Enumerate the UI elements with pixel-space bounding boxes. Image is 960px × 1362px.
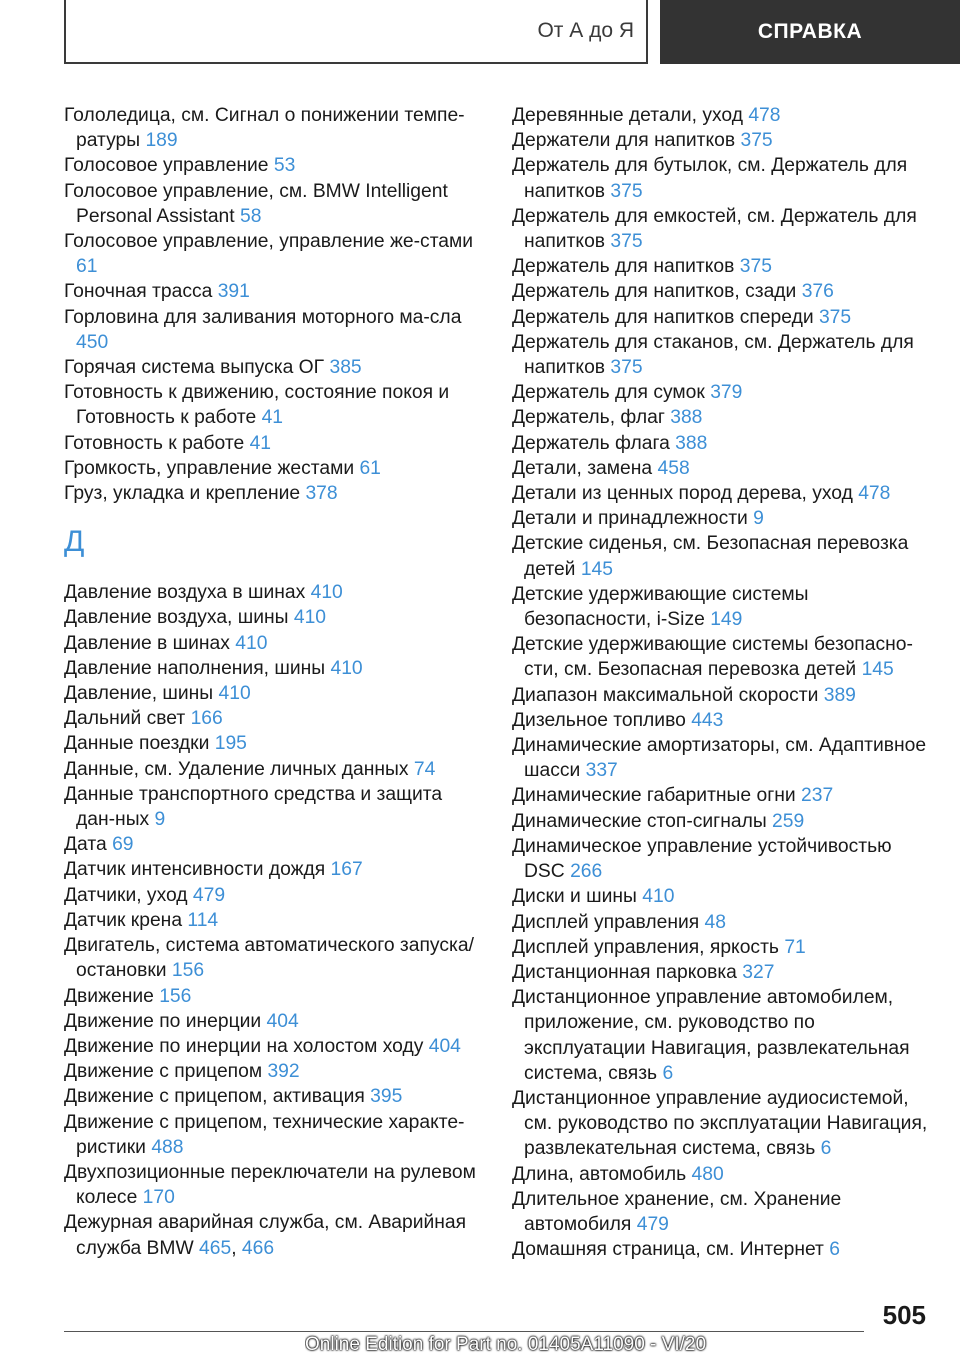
entry-term: Диски и шины <box>512 886 643 908</box>
index-entry <box>512 431 932 456</box>
index-entry <box>64 179 484 229</box>
index-entry <box>512 481 932 506</box>
entry-term: Детские удерживающие системы безопасности, i-Size <box>512 583 809 631</box>
entry-term: Горловина для заливания моторного ма-сла <box>64 306 462 328</box>
index-entry <box>512 834 932 884</box>
index-entry <box>64 1084 484 1109</box>
index-entry <box>512 733 932 783</box>
entry-term: Динамическое управление устойчивостью DSC <box>512 835 892 883</box>
entry-term: Двухпозиционные переключатели на рулевом колесе <box>64 1161 476 1209</box>
index-entry <box>512 128 932 153</box>
page-ref-link[interactable]: 189 <box>145 130 178 152</box>
entry-term: Дата <box>64 834 113 856</box>
entry-term: Голосовое управление, управление же-стами <box>64 231 474 253</box>
page-ref-link[interactable]: 388 <box>670 407 703 429</box>
index-entry <box>64 883 484 908</box>
page-ref-link[interactable]: 410 <box>330 657 363 679</box>
page-ref-link[interactable]: 9 <box>154 809 166 831</box>
page-ref-link[interactable]: 375 <box>740 130 773 152</box>
page-ref-link[interactable]: 266 <box>570 861 603 883</box>
page-ref-link[interactable]: 478 <box>858 483 891 505</box>
entry-term: Давление наполнения, шины <box>64 657 331 679</box>
entry-term: Данные поездки <box>64 733 215 755</box>
page-ref-link[interactable]: 478 <box>748 105 781 126</box>
entry-term: Дисплей управления, яркость <box>512 936 785 958</box>
index-entry <box>64 706 484 731</box>
page-ref-link[interactable]: 156 <box>171 960 205 982</box>
entry-term: Движение <box>64 985 160 1007</box>
page-ref-link[interactable]: 479 <box>636 1213 669 1235</box>
page-ref-link[interactable]: 53 <box>273 155 296 177</box>
index-entry <box>512 405 932 430</box>
page-header <box>64 0 960 64</box>
entry-term: Датчик интенсивности дождя <box>64 859 331 881</box>
entry-term: Динамические амортизаторы, см. Адаптивное шасси <box>512 735 927 782</box>
index-entry <box>512 456 932 481</box>
page-ref-link[interactable]: 375 <box>739 256 772 278</box>
entry-term: Держатель для напитков <box>512 256 740 278</box>
page-ref-link[interactable]: 465 <box>199 1237 232 1259</box>
index-entry <box>64 456 484 481</box>
page-ref-link[interactable]: 404 <box>266 1010 299 1032</box>
page-ref-link[interactable]: 41 <box>249 432 272 454</box>
index-entry <box>64 631 484 656</box>
index-entry <box>512 506 932 531</box>
page-ref-link[interactable]: 156 <box>159 985 192 1007</box>
entry-term: Гоночная трасса <box>64 281 218 303</box>
index-entry <box>512 708 932 733</box>
index-entry <box>512 809 932 834</box>
index-entry <box>64 355 484 380</box>
entry-term: Держатель для напитков, сзади <box>512 281 802 303</box>
page-ref-link[interactable]: 375 <box>610 357 643 379</box>
entry-term: Держатели для напитков <box>512 130 741 152</box>
page-ref-link[interactable]: 410 <box>642 886 675 908</box>
page-ref-link[interactable]: 237 <box>801 785 834 807</box>
index-entry: Дежурная аварийная служба, см. Аварийная служба BMW 465, 466 <box>64 1212 467 1259</box>
entry-term: Дистанционное управление аудиосистемой, см. руководство по эксплуатации Навигация, развлекательная система, связь <box>512 1087 928 1160</box>
entry-term: Деревянные детали, уход <box>512 105 749 126</box>
entry-term: Держатель для стаканов, см. Держатель для напитков <box>512 331 914 379</box>
index-entry <box>64 757 484 782</box>
page-ref-link[interactable]: 458 <box>657 457 690 479</box>
index-entry <box>64 481 484 506</box>
entry-term: Готовность к работе <box>64 432 250 454</box>
entry-term: Детали и принадлежности <box>512 508 754 530</box>
page-ref-link[interactable]: 376 <box>801 281 834 303</box>
page-ref-link[interactable]: 145 <box>580 558 613 580</box>
entry-term: Данные транспортного средства и защита дан-ных <box>64 783 443 831</box>
page-ref-link[interactable]: 379 <box>710 382 743 404</box>
index-entry <box>64 984 484 1009</box>
entry-term: Дистанционное управление автомобилем, приложение, см. руководство по эксплуатации Навигация, развлекательная система, связь <box>512 987 910 1084</box>
entry-term: Движение с прицепом, технические характе-ристики <box>64 1111 465 1158</box>
index-entry <box>512 531 932 581</box>
entry-term: Дизельное топливо <box>512 709 692 731</box>
index-entry <box>512 985 932 1086</box>
index-entry <box>64 1009 484 1034</box>
entry-term: Движение по инерции на холостом ходу <box>64 1035 429 1057</box>
entry-term: Держатель для напитков спереди <box>512 306 819 328</box>
index-entry <box>64 857 484 882</box>
page-ref-link[interactable]: 149 <box>710 609 743 631</box>
index-entry <box>64 380 484 430</box>
index-entry <box>512 632 932 682</box>
entry-term: Готовность к движению, состояние покоя и Готовность к работе <box>64 382 450 429</box>
index-entry <box>512 910 932 935</box>
tab-a-to-z[interactable]: От А до Я <box>64 0 648 64</box>
page-ref-link[interactable]: 167 <box>330 859 363 881</box>
page-ref-link[interactable]: 114 <box>187 909 219 931</box>
entry-term: Домашняя страница, см. Интернет <box>512 1239 830 1261</box>
page-ref-link[interactable]: 41 <box>261 407 284 429</box>
entry-term: Держатель флага <box>512 432 676 454</box>
page-ref-link[interactable]: 195 <box>214 733 247 755</box>
entry-term: Датчики, уход <box>64 884 193 906</box>
page-ref-link[interactable]: 443 <box>691 709 724 731</box>
entry-term: Дистанционная парковка <box>512 961 743 983</box>
entry-term: Движение с прицепом <box>64 1061 268 1083</box>
page-ref-link[interactable]: 391 <box>217 281 250 303</box>
page-ref-link[interactable]: 378 <box>305 483 338 505</box>
entry-term: Дальний свет <box>64 708 191 730</box>
entry-term: Данные, см. Удаление личных данных <box>64 758 414 780</box>
index-entry <box>512 783 932 808</box>
footer-divider <box>64 1331 864 1332</box>
entry-term: Детские удерживающие системы безопасно-сти, см. Безопасная перевозка детей <box>512 634 913 681</box>
entry-term: Динамические стоп-сигналы <box>512 810 773 832</box>
entry-term: Давление воздуха в шинах <box>64 582 311 604</box>
index-entry <box>64 1059 484 1084</box>
entry-term: Гололедица, см. Сигнал о понижении темпе-ратуры <box>64 105 465 152</box>
page-ref-link[interactable]: 375 <box>610 180 643 202</box>
index-entry <box>512 1187 932 1237</box>
index-entry <box>64 1110 484 1160</box>
entry-term: Громкость, управление жестами <box>64 457 360 479</box>
page-ref-link[interactable]: 410 <box>235 632 268 654</box>
index-column-left <box>64 103 484 1261</box>
index-entry <box>512 1086 932 1162</box>
entry-term: Держатель для бутылок, см. Держатель для напитков <box>512 155 908 202</box>
index-entry <box>512 683 932 708</box>
page-ref-link[interactable]: 450 <box>76 331 109 353</box>
page-ref-link[interactable]: 74 <box>413 758 436 780</box>
index-entry <box>64 908 484 933</box>
page-ref-link[interactable]: 480 <box>691 1163 724 1185</box>
page-ref-link[interactable]: 61 <box>76 256 98 278</box>
page-ref-link[interactable]: 337 <box>585 760 618 782</box>
page-ref-link[interactable]: 166 <box>190 708 223 730</box>
page-ref-link[interactable]: 410 <box>310 582 343 604</box>
entry-term: Голосовое управление, см. BMW Intelligent Personal Assistant <box>64 180 448 227</box>
index-entry <box>64 832 484 857</box>
page-ref-link[interactable]: 145 <box>861 659 894 681</box>
page-ref-link[interactable]: 71 <box>784 936 806 958</box>
index-entry <box>64 933 484 983</box>
index-entry <box>512 305 932 330</box>
entry-term: Движение с прицепом, активация <box>64 1086 371 1108</box>
index-entry <box>512 103 932 128</box>
entry-term: Датчик крена <box>64 909 188 931</box>
index-entry <box>64 279 484 304</box>
page-ref-link[interactable]: 170 <box>142 1187 175 1209</box>
entry-term: Горячая система выпуска ОГ <box>64 357 330 379</box>
tab-help[interactable]: СПРАВКА <box>660 0 960 64</box>
page-ref-link[interactable]: 479 <box>192 884 226 906</box>
page-ref-link[interactable]: 58 <box>239 205 262 227</box>
index-entry <box>64 656 484 681</box>
footer-edition: Online Edition for Part no. 01405A11090 - VI/20 <box>305 1334 707 1355</box>
entry-term: Дисплей управления <box>512 911 705 933</box>
page-ref-link[interactable]: 395 <box>370 1086 403 1108</box>
index-entry <box>512 330 932 380</box>
index-entry <box>512 204 932 254</box>
index-entry <box>512 960 932 985</box>
index-entry <box>64 580 484 605</box>
index-entry <box>64 305 484 355</box>
index-entry <box>512 884 932 909</box>
entry-term: Держатель для емкостей, см. Держатель для напитков <box>512 205 917 253</box>
page-ref-link[interactable]: 466 <box>241 1237 275 1259</box>
page-ref-link[interactable]: 6 <box>662 1062 674 1084</box>
entry-term: Держатель для сумок <box>512 382 711 404</box>
index-entry <box>64 731 484 756</box>
page-ref-link[interactable]: 410 <box>218 683 251 705</box>
index-entry <box>512 380 932 405</box>
index-entry <box>64 431 484 456</box>
page-ref-link[interactable]: 385 <box>329 357 362 379</box>
page-ref-link[interactable]: 259 <box>772 810 805 832</box>
index-entry <box>512 279 932 304</box>
section-letter: Д <box>64 525 85 559</box>
entry-term: Детали из ценных пород дерева, уход <box>512 483 859 505</box>
entry-term: Давление в шинах <box>64 632 236 654</box>
page-ref-link[interactable]: 9 <box>753 508 764 530</box>
entry-term: Длительное хранение, см. Хранение автомобиля <box>512 1188 842 1235</box>
index-entry <box>64 681 484 706</box>
index-entry <box>64 1034 484 1059</box>
entry-term: Дежурная аварийная служба, см. Аварийная служба BMW <box>64 1212 467 1259</box>
page-ref-link[interactable]: 375 <box>610 231 643 253</box>
index-entry <box>64 229 484 279</box>
entry-term: Движение по инерции <box>64 1010 267 1032</box>
index-entry <box>512 153 932 203</box>
entry-term: Двигатель, система автоматического запуска/ остановки <box>64 935 474 982</box>
entry-term: Голосовое управление <box>64 155 274 177</box>
page-ref-link[interactable]: 375 <box>818 306 852 328</box>
page-ref-link[interactable]: 6 <box>820 1138 832 1160</box>
index-entry <box>64 1160 484 1210</box>
index-entry <box>64 153 484 178</box>
entry-term: Динамические габаритные огни <box>512 785 802 807</box>
page-ref-link[interactable]: 404 <box>428 1035 461 1057</box>
page-ref-link[interactable]: 389 <box>823 684 856 706</box>
page-ref-link[interactable]: 392 <box>267 1061 300 1083</box>
page-ref-link[interactable]: 327 <box>742 961 775 983</box>
index-entry <box>64 605 484 630</box>
entry-term: Детали, замена <box>512 457 658 479</box>
index-entry <box>512 582 932 632</box>
page-ref-link[interactable]: 69 <box>112 834 134 856</box>
entry-term: Держатель, флаг <box>512 407 671 429</box>
index-entry <box>512 935 932 960</box>
index-entry <box>64 103 484 153</box>
entry-term: Длина, автомобиль <box>512 1163 692 1185</box>
page-ref-link[interactable]: 488 <box>151 1136 184 1158</box>
entry-term: Диапазон максимальной скорости <box>512 684 824 706</box>
index-column-right <box>512 103 932 1262</box>
index-entry <box>512 254 932 279</box>
entry-term: Давление воздуха, шины <box>64 607 294 629</box>
page-ref-link[interactable]: 61 <box>359 457 381 479</box>
index-entry <box>512 1162 932 1187</box>
page-ref-link[interactable]: 48 <box>704 911 726 933</box>
entry-term: Давление, шины <box>64 683 219 705</box>
page-ref-link[interactable]: 388 <box>675 432 708 454</box>
page-number: 505 <box>882 1300 926 1330</box>
entry-term: Детские сиденья, см. Безопасная перевозка детей <box>512 533 909 580</box>
page-ref-link[interactable]: 6 <box>829 1239 840 1261</box>
entry-term: Груз, укладка и крепление <box>64 483 306 505</box>
page-ref-link[interactable]: 410 <box>293 607 327 629</box>
index-entry <box>512 1237 932 1262</box>
index-entry <box>64 782 484 832</box>
